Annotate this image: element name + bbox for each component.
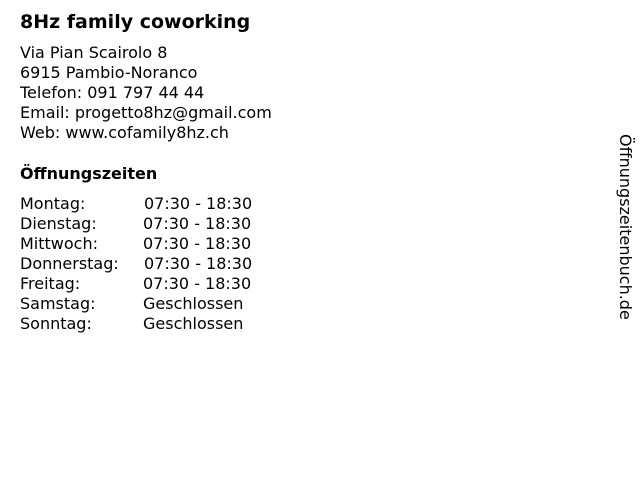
day-label: Montag: bbox=[20, 194, 86, 213]
day-label: Dienstag: bbox=[20, 214, 97, 233]
time-value: 07:30 - 18:30 bbox=[143, 234, 252, 253]
business-title: 8Hz family coworking bbox=[20, 11, 251, 33]
address-block bbox=[20, 43, 272, 143]
day-label: Samstag: bbox=[20, 294, 96, 313]
time-value: 07:30 - 18:30 bbox=[143, 214, 252, 233]
day-label: Freitag: bbox=[20, 274, 81, 293]
opening-hours-heading: Öffnungszeiten bbox=[20, 164, 158, 183]
phone-number: Telefon: 091 797 44 44 bbox=[20, 83, 205, 102]
time-value: Geschlossen bbox=[143, 294, 244, 313]
email-address: Email: progetto8hz@gmail.com bbox=[20, 103, 272, 122]
city-address: 6915 Pambio-Noranco bbox=[20, 63, 198, 82]
website: Web: www.cofamily8hz.ch bbox=[20, 123, 229, 142]
site-watermark: Öffnungszeitenbuch.de bbox=[616, 134, 635, 320]
time-value: Geschlossen bbox=[143, 314, 244, 333]
time-value: 07:30 - 18:30 bbox=[144, 254, 253, 273]
time-value: 07:30 - 18:30 bbox=[143, 274, 252, 293]
day-label: Sonntag: bbox=[20, 314, 92, 333]
street-address: Via Pian Scairolo 8 bbox=[20, 43, 168, 62]
day-label: Donnerstag: bbox=[20, 254, 119, 273]
time-value: 07:30 - 18:30 bbox=[144, 194, 253, 213]
day-label: Mittwoch: bbox=[20, 234, 98, 253]
